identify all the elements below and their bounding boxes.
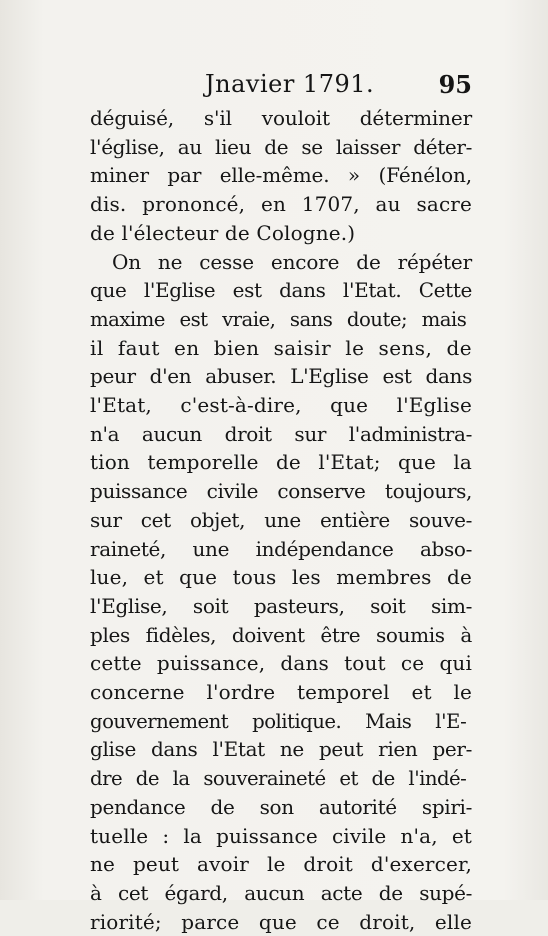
page-number: 95 [438,70,472,99]
text-line: concerne l'ordre temporel et le [90,680,472,705]
text-line: riorité; parce que ce droit, elle [90,909,472,934]
text-line: pendance de son autorité spiri- [90,794,472,819]
text-line: ples fidèles, doivent être soumis à [90,622,472,647]
text-line: n'a aucun droit sur l'administra- [90,421,472,446]
text-line: tuelle : la puissance civile n'a, et [90,823,472,848]
text-line: de l'électeur de Cologne.) [90,220,356,245]
text-line: maxime est vraie, sans doute; mais [90,306,467,331]
text-line: cette puissance, dans tout ce qui [90,651,472,676]
text-line: il faut en bien saisir le sens, de [90,335,472,360]
text-line: tion temporelle de l'Etat; que la [90,450,472,475]
text-line: ne peut avoir le droit d'exercer, [90,852,472,877]
text-line: l'église, au lieu de se laisser déter- [90,134,472,159]
text-line: gouvernement politique. Mais l'E- [90,708,467,733]
page-text [90,104,472,936]
text-line: miner par elle-même. » (Fénélon, [90,163,472,188]
text-line: dis. prononcé, en 1707, au sacre [90,192,472,217]
text-line: glise dans l'Etat ne peut rien per- [90,737,472,762]
text-line: lue, et que tous les membres de [90,565,472,590]
text-line: puissance civile conserve toujours, [90,479,472,504]
page-header [90,70,472,104]
text-line: que l'Eglise est dans l'Etat. Cette [90,278,472,303]
text-line: dre de la souveraineté et de l'indé- [90,766,467,791]
text-line: déguisé, s'il vouloit déterminer [90,106,472,130]
text-line: peur d'en abuser. L'Eglise est dans [90,364,472,389]
text-line: à cet égard, aucun acte de supé- [90,880,472,905]
text-line: l'Etat, c'est-à-dire, que l'Eglise [90,393,472,418]
running-head: Jnavier 1791. [205,70,375,98]
text-line: raineté, une indépendance abso- [90,536,472,561]
text-line: On ne cesse encore de répéter [112,249,472,274]
text-line: l'Eglise, soit pasteurs, soit sim- [90,593,472,618]
text-line: sur cet objet, une entière souve- [90,507,472,532]
